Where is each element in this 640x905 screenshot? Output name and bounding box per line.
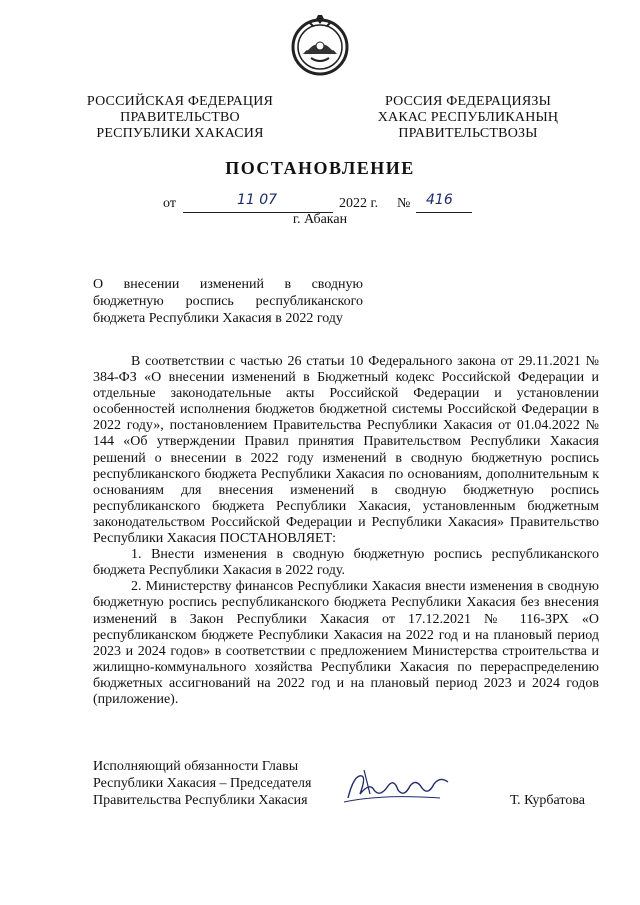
header-right-line: РОССИЯ ФЕДЕРАЦИЯЗЫ: [384, 94, 552, 109]
coat-of-arms-icon: [289, 14, 351, 76]
date-from-label: от: [163, 196, 176, 211]
header-left-line: РЕСПУБЛИКИ ХАКАСИЯ: [96, 126, 264, 141]
handwritten-signature: [340, 764, 460, 808]
header-left-line: РОССИЙСКАЯ ФЕДЕРАЦИЯ: [86, 94, 274, 109]
header-left-line: ПРАВИТЕЛЬСТВО: [120, 110, 240, 125]
number-handwritten: 416: [426, 192, 453, 208]
body-paragraph: 2. Министерству финансов Республики Хакасия внести изменения в сводную бюджетную роспись республиканского бюджета Республики Хакасия без внесения изменений в Закон Республики Хакасия от 17.12.2021 № 116-ЗРХ «О республиканском бюджете Республики Хакасия на 2022 год и на плановый период 2023 и 2024 годов» в соответствии с предложением Министерства строительства и жилищно-коммунального хозяйства Республики Хакасия по перераспределению бюджетных ассигнований на 2022 год и на плановый период 2023 и 2024 годов (приложение).: [93, 579, 599, 707]
position-line: Республики Хакасия – Председателя: [93, 776, 312, 791]
signatory-position: [93, 758, 333, 809]
number-field: [416, 192, 472, 213]
header-right: [368, 94, 568, 142]
city: г. Абакан: [292, 212, 348, 227]
document-title: ПОСТАНОВЛЕНИЕ: [225, 158, 415, 178]
body-paragraph: 1. Внести изменения в сводную бюджетную роспись республиканского бюджета Республики Хакасия в 2022 году.: [93, 547, 599, 579]
header-left: [80, 94, 280, 142]
header-right-line: ПРАВИТЕЛЬСТВОЗЫ: [398, 126, 538, 141]
header-right-line: ХАКАС РЕСПУБЛИКАНЫҢ: [377, 110, 559, 125]
document-body: [93, 354, 599, 708]
date-handwritten: 11 07: [237, 192, 278, 208]
number-label: №: [397, 196, 411, 211]
document-subject: О внесении изменений в сводную бюджетную роспись республиканского бюджета Республики Хакасия в 2022 году: [93, 277, 363, 326]
body-paragraph: В соответствии с частью 26 статьи 10 Федерального закона от 29.11.2021 № 384-ФЗ «О внесении изменений в Бюджетный кодекс Российской Федерации и отдельные законодательные акты Российской Федерации и установлении особенностей исполнения бюджетов бюджетной системы Российской Федерации в 2022 году», постановлением Правительства Республики Хакасия от 01.04.2022 № 144 «Об утверждении Правил принятия Правительством Республики Хакасия решений о внесении в 2022 году изменений в сводную бюджетную роспись республиканского бюджета Республики Хакасия по основаниям, дополнительным к основаниям для внесения изменений в сводную бюджетную роспись республиканского бюджета Республики Хакасия, установленным бюджетным законодательством Российской Федерации и Республики Хакасия» Правительство Республики Хакасия ПОСТАНОВЛЯЕТ:: [93, 354, 599, 547]
date-field: [183, 192, 333, 213]
date-year: 2022 г.: [339, 196, 379, 211]
signatory-name: Т. Курбатова: [510, 793, 585, 808]
position-line: Исполняющий обязанности Главы: [93, 759, 299, 774]
position-line: Правительства Республики Хакасия: [93, 793, 308, 808]
